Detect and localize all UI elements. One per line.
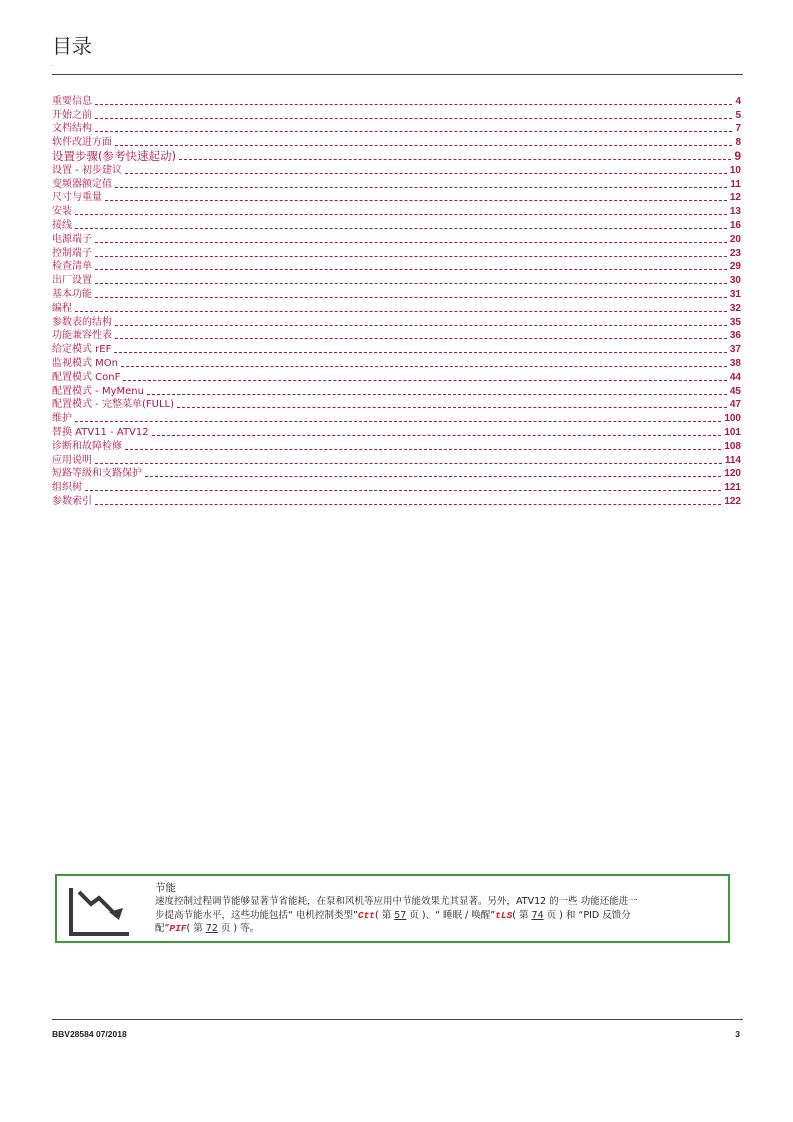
toc-entry-page: 38 (729, 357, 741, 369)
toc-leader (125, 173, 727, 174)
toc-entry-label: 维护 (52, 413, 72, 425)
note-line-2a: 步提高节能水平，这些功能包括“ 电机控制类型” (155, 909, 358, 921)
toc-entry-label: 重要信息 (52, 95, 92, 107)
note-line-2c: 页 )、“ 睡眠 / 唤醒” (406, 909, 496, 921)
header-dot: . (52, 61, 54, 68)
toc-entry-page: 100 (724, 413, 741, 425)
toc-entry[interactable] (52, 245, 741, 259)
toc-entry-page: 13 (729, 206, 741, 218)
toc-entry[interactable] (52, 300, 741, 314)
toc-entry-label: 参数表的结构 (52, 316, 112, 328)
toc-leader (105, 200, 727, 201)
toc-entry[interactable] (52, 383, 741, 397)
toc-entry[interactable] (52, 121, 741, 135)
param-code-pif: PIF (169, 923, 187, 935)
toc-entry-page: 37 (729, 344, 741, 356)
page-link-57[interactable]: 57 (394, 909, 407, 921)
toc-leader (114, 352, 727, 353)
toc-entry[interactable] (52, 107, 741, 121)
toc-leader (75, 214, 727, 215)
toc-leader (95, 463, 722, 464)
toc-leader (95, 269, 727, 270)
toc-entry-page: 122 (724, 495, 741, 507)
toc-entry[interactable] (52, 410, 741, 424)
toc-entry-label: 功能兼容性表 (52, 330, 112, 342)
toc-entry-label: 出厂设置 (52, 275, 92, 287)
toc-entry-page: 9 (734, 148, 741, 163)
param-code-tls: tLS (495, 909, 513, 921)
toc-entry[interactable] (52, 259, 741, 273)
toc-leader (179, 159, 731, 160)
toc-leader (123, 380, 727, 381)
toc-leader (95, 104, 732, 105)
toc-entry-page: 16 (729, 219, 741, 231)
toc-entry-label: 替换 ATV11 - ATV12 (52, 426, 149, 438)
toc-entry-page: 20 (729, 233, 741, 245)
toc-leader (95, 283, 727, 284)
toc-leader (177, 407, 727, 408)
note-title: 节能 (155, 882, 176, 894)
toc-entry-label: 电源端子 (52, 233, 92, 245)
toc-entry[interactable] (52, 493, 741, 507)
toc-entry-page: 47 (729, 399, 741, 411)
toc-leader (115, 338, 727, 339)
note-line-3c: 页 ) 等。 (217, 923, 260, 935)
toc-leader (95, 131, 732, 132)
toc-leader (85, 490, 721, 491)
toc-entry-page: 31 (729, 288, 741, 300)
footer-doc-id: BBV28584 07/2018 (52, 1029, 127, 1039)
toc-entry-label: 安装 (52, 206, 72, 218)
toc-entry-page: 12 (729, 192, 741, 204)
footer-page-number: 3 (735, 1029, 740, 1039)
toc-entry-label: 检查清单 (52, 261, 92, 273)
toc-entry-label: 文档结构 (52, 123, 92, 135)
toc-entry[interactable] (52, 341, 741, 355)
toc-entry-page: 10 (729, 164, 741, 176)
toc-leader (152, 435, 722, 436)
toc-leader (115, 145, 732, 146)
toc-entry-label: 配置模式 - 完整菜单(FULL) (52, 399, 174, 411)
toc-entry[interactable] (52, 328, 741, 342)
footer-divider (52, 1019, 743, 1020)
toc-entry[interactable] (52, 397, 741, 411)
toc-entry[interactable] (52, 134, 741, 148)
toc-entry-label: 设置步骤(参考快速起动) (52, 148, 176, 163)
page-title: 目录 (52, 34, 92, 58)
toc-entry[interactable] (52, 424, 741, 438)
toc-leader (75, 228, 727, 229)
note-line-3a: 配” (155, 923, 170, 935)
toc-entry-label: 组织树 (52, 482, 82, 494)
toc-leader (121, 366, 727, 367)
toc-entry-label: 开始之前 (52, 109, 92, 121)
toc-entry-page: 8 (735, 137, 741, 149)
note-line-2b: ( 第 (374, 909, 395, 921)
toc-entry[interactable] (52, 162, 741, 176)
toc-entry-page: 121 (724, 482, 741, 494)
toc-entry-label: 配置模式 ConF (52, 371, 121, 383)
toc-entry[interactable] (52, 93, 741, 107)
toc-leader (147, 394, 727, 395)
toc-entry[interactable] (52, 479, 741, 493)
toc-leader (115, 325, 727, 326)
toc-leader (95, 256, 727, 257)
toc-entry-page: 44 (729, 371, 741, 383)
toc-entry-label: 监视模式 MOn (52, 357, 119, 369)
toc-entry-page: 4 (735, 95, 741, 107)
toc-entry[interactable] (52, 466, 741, 480)
note-line-2e: 页 ) 和 “PID 反馈分 (543, 909, 631, 921)
toc-entry[interactable] (52, 355, 741, 369)
toc-entry[interactable] (52, 272, 741, 286)
param-code-ctt: Ctt (357, 909, 375, 921)
toc-entry-page: 45 (729, 385, 741, 397)
toc-entry[interactable] (52, 203, 741, 217)
note-line-3b: ( 第 (186, 923, 206, 935)
toc-entry-page: 29 (729, 261, 741, 273)
toc-entry-page: 32 (729, 302, 741, 314)
toc-leader (115, 187, 727, 188)
table-of-contents (52, 93, 741, 507)
toc-entry-page: 101 (724, 426, 741, 438)
toc-leader (95, 118, 732, 119)
toc-entry-page: 114 (724, 454, 741, 466)
toc-entry-page: 30 (729, 275, 741, 287)
toc-entry-page: 11 (730, 178, 741, 190)
note-line-2d: ( 第 (512, 909, 532, 921)
energy-saving-chart-icon (57, 876, 145, 941)
note-text (155, 882, 722, 936)
toc-entry[interactable] (52, 452, 741, 466)
note-line-1: 速度控制过程调节能够显著节省能耗，在泵和风机等应用中节能效果尤其显著。另外，ATV12 的一些 功能还能进一 (155, 896, 638, 908)
toc-entry-label: 参数索引 (52, 495, 92, 507)
toc-entry[interactable] (52, 286, 741, 300)
toc-entry-label: 配置模式 - MyMenu (52, 385, 144, 397)
toc-entry-page: 5 (735, 109, 741, 121)
toc-leader (95, 242, 727, 243)
toc-leader (125, 449, 721, 450)
toc-entry[interactable] (52, 231, 741, 245)
toc-entry-page: 36 (729, 330, 741, 342)
toc-entry-page: 23 (729, 247, 741, 259)
toc-leader (75, 421, 721, 422)
toc-entry-page: 7 (735, 123, 741, 135)
toc-entry[interactable] (52, 314, 741, 328)
header-divider (52, 74, 743, 75)
toc-entry-label: 接线 (52, 219, 72, 231)
toc-leader (95, 504, 721, 505)
toc-leader (145, 476, 721, 477)
page-link-74[interactable]: 74 (531, 909, 544, 921)
toc-leader (95, 297, 727, 298)
toc-entry-label: 诊断和故障检修 (52, 440, 122, 452)
toc-entry-label: 设置 - 初步建议 (52, 164, 122, 176)
toc-entry-label: 变频器额定值 (52, 178, 112, 190)
page-link-72[interactable]: 72 (205, 923, 218, 935)
toc-entry[interactable] (52, 369, 741, 383)
toc-leader (75, 311, 727, 312)
toc-entry-label: 基本功能 (52, 288, 92, 300)
energy-saving-note (55, 874, 730, 943)
toc-entry-page: 35 (729, 316, 741, 328)
toc-entry-label: 软件改进方面 (52, 137, 112, 149)
toc-entry[interactable] (52, 176, 741, 190)
toc-entry[interactable] (52, 148, 741, 162)
toc-entry-page: 108 (724, 440, 741, 452)
toc-entry-label: 编程 (52, 302, 72, 314)
toc-entry-label: 应用说明 (52, 454, 92, 466)
toc-entry-label: 短路等级和支路保护 (52, 468, 142, 480)
toc-entry-page: 120 (724, 468, 741, 480)
toc-entry-label: 尺寸与重量 (52, 192, 102, 204)
toc-entry[interactable] (52, 438, 741, 452)
toc-entry-label: 给定模式 rEF (52, 344, 112, 356)
toc-entry[interactable] (52, 217, 741, 231)
toc-entry[interactable] (52, 190, 741, 204)
toc-entry-label: 控制端子 (52, 247, 92, 259)
